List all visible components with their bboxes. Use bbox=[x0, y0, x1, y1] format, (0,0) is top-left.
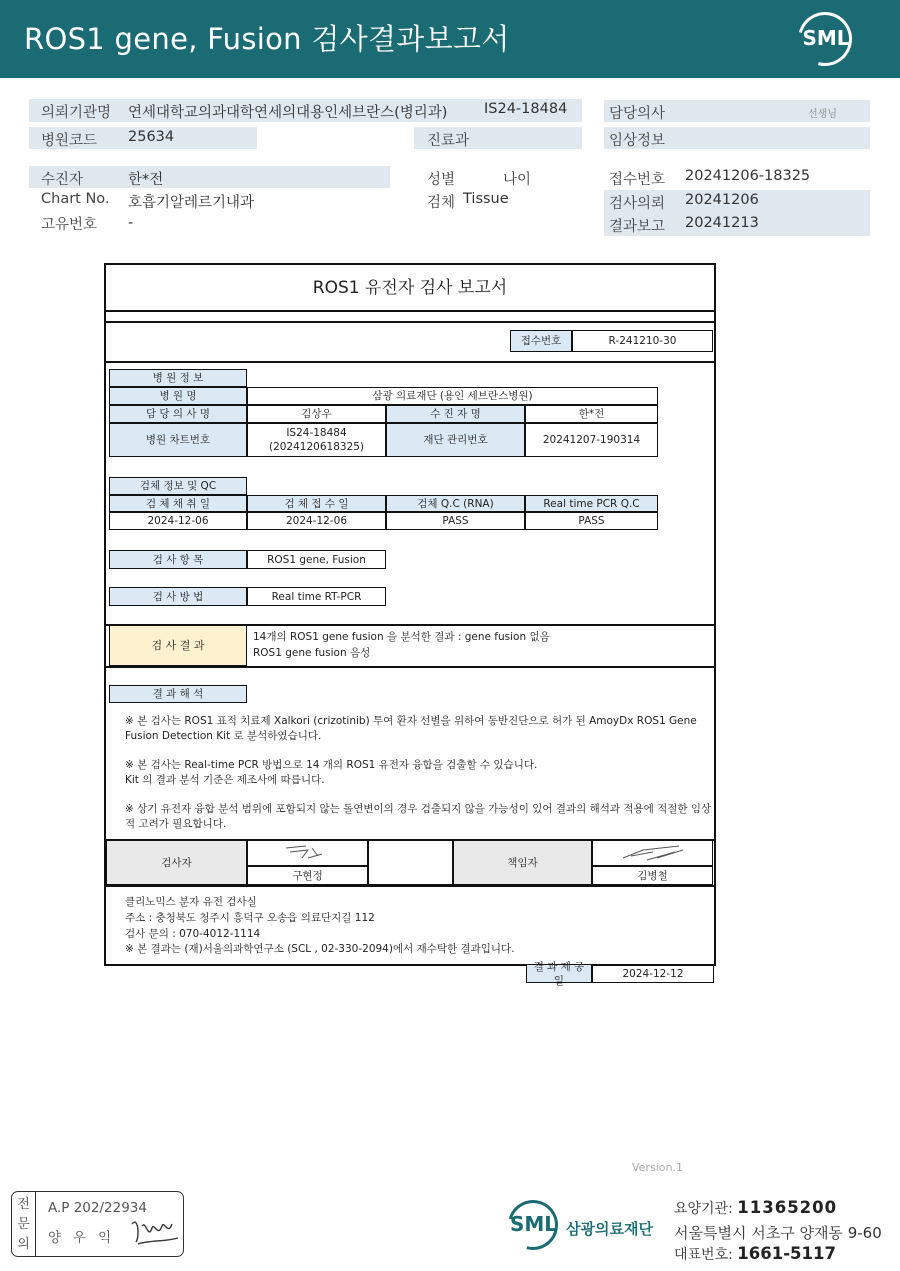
version-label: Version.1 bbox=[632, 1161, 683, 1174]
specimen-section-header: 검체 정보 및 QC bbox=[109, 477, 247, 495]
hospital-name-label: 병 원 명 bbox=[109, 387, 247, 405]
examiner-signature bbox=[247, 840, 368, 866]
lab-address: 주소 : 충청북도 청주시 흥덕구 오송읍 의료단지길 112 bbox=[125, 912, 375, 924]
footer-code-label: 요양기관: bbox=[674, 1201, 738, 1217]
patient-label: 수진자 bbox=[41, 172, 84, 188]
footer-address: 서울특별시 서초구 양재동 9-60 bbox=[674, 1224, 882, 1242]
test-item-value: ROS1 gene, Fusion bbox=[247, 550, 386, 569]
report-title: ROS1 유전자 검사 보고서 bbox=[106, 265, 714, 312]
report-receipt-value: R-241210-30 bbox=[572, 330, 713, 352]
issue-date-label: 결 과 제 공 일 bbox=[526, 964, 592, 983]
director-signature-icon bbox=[613, 842, 693, 864]
lab-note: ※ 본 결과는 (재)서울의과학연구소 (SCL , 02-330-2094)에서 재수탁한 결과입니다. bbox=[125, 943, 515, 955]
chart-value: 호흡기알레르기내과 bbox=[128, 195, 255, 211]
receipt-rule bbox=[106, 361, 714, 363]
interp-note-3a: ※ 상기 유전자 융합 분석 범위에 포함되지 않는 돌연변이의 경우 검출되지 않을 가능성이 있어 결과의 해석과 적용에 적절한 임상 bbox=[125, 803, 712, 815]
page-title: ROS1 gene, Fusion 검사결과보고서 bbox=[24, 22, 510, 56]
specialist-stamp bbox=[11, 1191, 184, 1257]
interp-note-1b: Fusion Detection Kit 로 분석하였습니다. bbox=[125, 730, 322, 742]
logo-text: SML bbox=[802, 26, 850, 50]
blank-signature-cell bbox=[368, 840, 453, 885]
issue-date-value: 2024-12-12 bbox=[592, 964, 714, 983]
footer-logo-text: SML bbox=[510, 1212, 558, 1236]
dept-label: 진료과 bbox=[427, 133, 470, 149]
specimen-value: Tissue bbox=[463, 191, 509, 207]
chart-label: Chart No. bbox=[41, 191, 110, 207]
qc-pcr-value: PASS bbox=[525, 512, 658, 530]
examiner-signature-icon bbox=[278, 842, 338, 864]
institution-label: 의뢰기관명 bbox=[41, 105, 112, 121]
footer-phone bbox=[674, 1244, 836, 1264]
hospital-name-value: 삼광 의료재단 (용인 세브란스병원) bbox=[247, 387, 658, 405]
qc-rna-value: PASS bbox=[386, 512, 525, 530]
sex-label: 성별 bbox=[427, 172, 456, 188]
patient-value: 한*전 bbox=[128, 172, 164, 188]
foundation-number-label: 재단 관리번호 bbox=[386, 423, 525, 457]
request-id: IS24-18484 bbox=[484, 101, 568, 117]
hospital-chart-number: (2024120618325) bbox=[268, 441, 365, 453]
lab-contact: 검사 문의 : 070-4012-1114 bbox=[125, 928, 261, 940]
director-name: 김병철 bbox=[592, 866, 713, 885]
interp-note-2a: ※ 본 검사는 Real-time PCR 방법으로 14 개의 ROS1 유전자 융합을 검출할 수 있습니다. bbox=[125, 759, 538, 771]
hospital-chart-value bbox=[247, 423, 386, 457]
result-label: 결과보고 bbox=[609, 219, 666, 235]
interp-note-3b: 적 고려가 필요합니다. bbox=[125, 818, 227, 830]
result-label-cell: 검 사 결 과 bbox=[109, 625, 247, 666]
stamp-name: 양우익 bbox=[48, 1230, 124, 1246]
result-value: 20241213 bbox=[685, 215, 759, 231]
lab-name: 클리노믹스 분자 유전 검사실 bbox=[125, 896, 257, 908]
patient-name-label: 수 진 자 명 bbox=[386, 405, 525, 423]
hospital-chart-id: IS24-18484 bbox=[286, 427, 347, 439]
result-line-2: ROS1 gene fusion 음성 bbox=[253, 647, 371, 659]
header-bar bbox=[0, 0, 900, 78]
receipt-label: 접수번호 bbox=[609, 172, 666, 188]
footer-code-value: 11365200 bbox=[737, 1198, 838, 1217]
stamp-side-label: 전문의 bbox=[12, 1192, 36, 1256]
age-label: 나이 bbox=[503, 172, 532, 188]
footer-code bbox=[674, 1198, 837, 1218]
sml-logo bbox=[798, 12, 852, 66]
examiner-name: 구현정 bbox=[247, 866, 368, 885]
request-label: 검사의뢰 bbox=[609, 196, 666, 212]
doctor-suffix: 선생님 bbox=[808, 109, 837, 120]
patient-name-value: 한*전 bbox=[525, 405, 658, 423]
collect-date-label: 검 체 채 취 일 bbox=[109, 495, 247, 512]
collect-date-value: 2024-12-06 bbox=[109, 512, 247, 530]
footer-phone-label: 대표번호: bbox=[674, 1247, 738, 1263]
request-value: 20241206 bbox=[685, 192, 759, 208]
director-label: 책임자 bbox=[453, 840, 592, 885]
interp-note-1a: ※ 본 검사는 ROS1 표적 치료제 Xalkori (crizotinib) 투여 환자 선별을 위하여 동반진단으로 허가 된 AmoyDx ROS1 Gene bbox=[125, 715, 697, 727]
interp-section-header: 결 과 해 석 bbox=[109, 685, 247, 703]
received-date-value: 2024-12-06 bbox=[247, 512, 386, 530]
hospital-code-label: 병원코드 bbox=[41, 133, 98, 149]
foundation-number-value: 20241207-190314 bbox=[525, 423, 658, 457]
director-signature bbox=[592, 840, 713, 866]
footer-phone-value: 1661-5117 bbox=[737, 1244, 836, 1263]
result-bottom-rule bbox=[106, 666, 714, 668]
examiner-label: 검사자 bbox=[106, 840, 247, 885]
stamp-license: A.P 202/22934 bbox=[48, 1200, 147, 1216]
doctor-name-label: 담 당 의 사 명 bbox=[109, 405, 247, 423]
signature-bottom-rule bbox=[106, 885, 714, 887]
doctor-name-value: 김상우 bbox=[247, 405, 386, 423]
institution-value: 연세대학교의과대학연세의대용인세브란스(병리과) bbox=[128, 105, 448, 121]
interp-note-2b: Kit 의 결과 분석 기준은 제조사에 따릅니다. bbox=[125, 774, 325, 786]
receipt-value: 20241206-18325 bbox=[685, 168, 811, 184]
qc-rna-label: 검체 Q.C (RNA) bbox=[386, 495, 525, 512]
test-item-label: 검 사 항 목 bbox=[109, 550, 247, 569]
clinical-label: 임상정보 bbox=[609, 133, 666, 149]
hospital-chart-label: 병원 차트번호 bbox=[109, 423, 247, 457]
title-rule bbox=[106, 321, 714, 323]
unique-label: 고유번호 bbox=[41, 217, 98, 233]
received-date-label: 검 체 접 수 일 bbox=[247, 495, 386, 512]
qc-pcr-label: Real time PCR Q.C bbox=[525, 495, 658, 512]
specimen-label: 검체 bbox=[427, 195, 456, 211]
test-method-label: 검 사 방 법 bbox=[109, 587, 247, 606]
hospital-code-value: 25634 bbox=[128, 129, 175, 145]
hospital-section-header: 병 원 정 보 bbox=[109, 369, 247, 387]
patient-row-shade bbox=[29, 166, 390, 188]
doctor-label: 담당의사 bbox=[609, 106, 666, 122]
report-receipt-label: 접수번호 bbox=[510, 330, 572, 352]
stamp-signature-icon bbox=[128, 1214, 182, 1250]
test-method-value: Real time RT-PCR bbox=[247, 587, 386, 606]
unique-value: - bbox=[128, 215, 134, 231]
footer-org-name: 삼광의료재단 bbox=[566, 1220, 653, 1238]
result-line-1: 14개의 ROS1 gene fusion 을 분석한 결과 : gene fusion 없음 bbox=[253, 631, 550, 643]
report-document bbox=[104, 263, 716, 966]
